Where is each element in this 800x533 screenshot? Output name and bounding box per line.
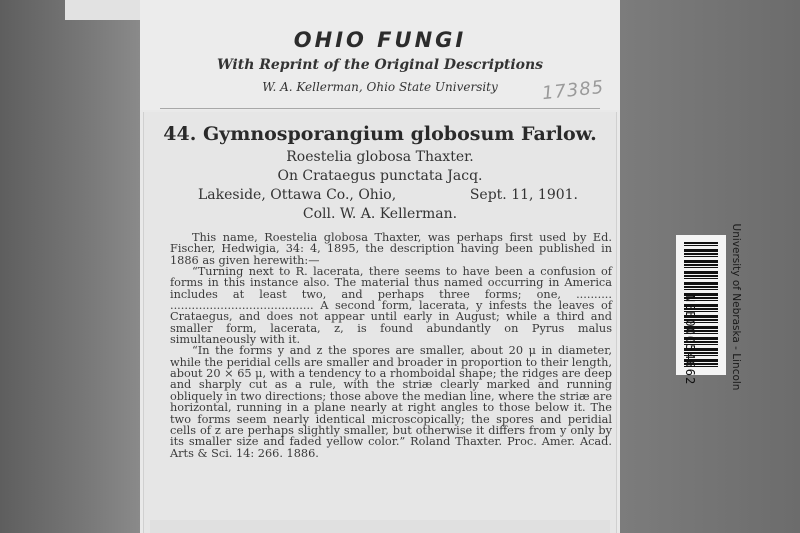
catalog-number: 17385: [541, 76, 606, 105]
synonym-line: Roestelia globosa Thaxter.: [286, 149, 474, 165]
reprint-subtitle: With Reprint of the Original Descriptions: [216, 57, 544, 73]
collection-date: Sept. 11, 1901.: [469, 187, 578, 203]
barcode-number: NEB00054662: [683, 294, 697, 386]
bottom-paper-edge: [150, 520, 610, 533]
collector-line: Coll. W. A. Kellerman.: [302, 206, 458, 222]
series-title: OHIO FUNGI: [293, 28, 467, 52]
background-left: [0, 0, 140, 533]
description-paragraph-1: This name, Roestelia globosa Thaxter, was perhaps first used by Ed. Fischer, Hedwigia, 34: 4, 1895, the description having been published in 1886 as given herewith:—: [170, 231, 612, 267]
label-divider: [160, 108, 600, 109]
institution-label: University of Nebraska - Lincoln: [730, 223, 742, 391]
host-line: On Crataegus punctata Jacq.: [277, 168, 483, 184]
description-paragraph-2: “Turning next to R. lacerata, there seems to have been a confusion of forms in this instance also. The material thus named occurring in America includes at least two, and perhaps three forms; one, .......... ........................................ A second form, lacerata, y infests the leaves of Crataegus, and does not appear until early in August; while a third and smaller form, lacerata, z, is found abundantly on Pyrus malus simultaneously with it.: [170, 265, 612, 347]
locality: Lakeside, Ottawa Co., Ohio,: [198, 187, 397, 203]
author-line: W. A. Kellerman, Ohio State University: [262, 80, 498, 94]
species-title: 44. Gymnosporangium globosum Farlow.: [163, 123, 597, 145]
locality-row: [198, 187, 578, 203]
description-paragraph-3: “In the forms y and z the spores are smaller, about 20 μ in diameter, while the peridial cells are smaller and broader in proportion to their length, about 20 × 65 μ, with a tendency to a rhomboidal shape; the ridges are deep and sharply cut as a rule, with the striæ clearly marked and running obliquely in two directions; those above the median line, where the striæ are horizontal, running in a plane nearly at right angles to those below it. The two forms seem nearly identical microscopically; the spores and peridial cells of z are perhaps slightly smaller, but otherwise it differs from y only by its smaller size and faded yellow color.” Roland Thaxter. Proc. Amer. Acad. Arts & Sci. 14: 266. 1886.: [170, 344, 613, 460]
description-text: [170, 232, 612, 459]
